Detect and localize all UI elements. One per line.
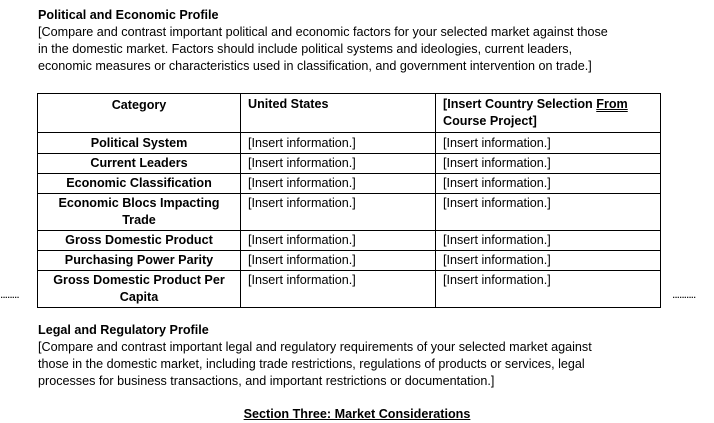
section-three-heading: Section Three: Market Considerations xyxy=(243,407,471,421)
table-row xyxy=(38,231,661,251)
selected-country-cell[interactable]: [Insert information.] xyxy=(436,251,661,271)
instruction-line: [Compare and contrast important legal and regulatory requirements of your selected market against xyxy=(38,340,592,354)
comparison-table xyxy=(37,93,661,308)
row-category: Political System xyxy=(38,133,241,154)
selected-country-cell[interactable]: [Insert information.] xyxy=(436,231,661,251)
political-economic-heading: Political and Economic Profile xyxy=(38,8,219,22)
us-cell[interactable]: [Insert information.] xyxy=(241,154,436,174)
selected-country-cell[interactable]: [Insert information.] xyxy=(436,194,661,231)
instruction-line: in the domestic market. Factors should include political systems and ideologies, current leaders, xyxy=(38,42,573,56)
selected-country-cell[interactable]: [Insert information.] xyxy=(436,154,661,174)
political-economic-instructions xyxy=(38,24,668,75)
us-cell[interactable]: [Insert information.] xyxy=(241,271,436,308)
header-united-states: United States xyxy=(241,94,436,133)
us-cell[interactable]: [Insert information.] xyxy=(241,133,436,154)
table-row xyxy=(38,251,661,271)
table-row xyxy=(38,174,661,194)
header-category: Category xyxy=(38,94,241,133)
row-category: Economic Classification xyxy=(38,174,241,194)
selected-country-cell[interactable]: [Insert information.] xyxy=(436,133,661,154)
instruction-line: those in the domestic market, including trade restrictions, regulations of products or services, legal xyxy=(38,357,585,371)
row-category: Current Leaders xyxy=(38,154,241,174)
us-cell[interactable]: [Insert information.] xyxy=(241,194,436,231)
instruction-line: processes for business transactions, and important restrictions or documentation.] xyxy=(38,374,495,388)
table-row xyxy=(38,133,661,154)
selected-country-cell[interactable]: [Insert information.] xyxy=(436,174,661,194)
table-row xyxy=(38,271,661,308)
comparison-table-wrapper xyxy=(37,93,660,308)
from-link[interactable]: From xyxy=(596,97,628,111)
instruction-line: [Compare and contrast important political and economic factors for your selected market against those xyxy=(38,25,608,39)
legal-regulatory-heading: Legal and Regulatory Profile xyxy=(38,323,209,337)
political-economic-section xyxy=(38,7,678,75)
legal-regulatory-instructions xyxy=(38,339,668,390)
us-cell[interactable]: [Insert information.] xyxy=(241,231,436,251)
row-category: Gross Domestic Product Per Capita xyxy=(38,271,241,308)
row-category: Economic Blocs Impacting Trade xyxy=(38,194,241,231)
table-row xyxy=(38,194,661,231)
header-selected-country-text-2: Course Project] xyxy=(443,114,537,128)
legal-regulatory-section xyxy=(38,322,688,390)
right-margin-dots: .......... xyxy=(672,287,696,301)
left-margin-dots: ........ xyxy=(0,287,19,301)
row-category: Purchasing Power Parity xyxy=(38,251,241,271)
header-selected-country-text: [Insert Country Selection xyxy=(443,97,597,111)
header-selected-country[interactable] xyxy=(436,94,661,133)
selected-country-cell[interactable]: [Insert information.] xyxy=(436,271,661,308)
instruction-line: economic measures or characteristics used in classification, and government intervention on trade.] xyxy=(38,59,592,73)
table-header-row xyxy=(38,94,661,133)
table-row xyxy=(38,154,661,174)
row-category: Gross Domestic Product xyxy=(38,231,241,251)
us-cell[interactable]: [Insert information.] xyxy=(241,174,436,194)
us-cell[interactable]: [Insert information.] xyxy=(241,251,436,271)
